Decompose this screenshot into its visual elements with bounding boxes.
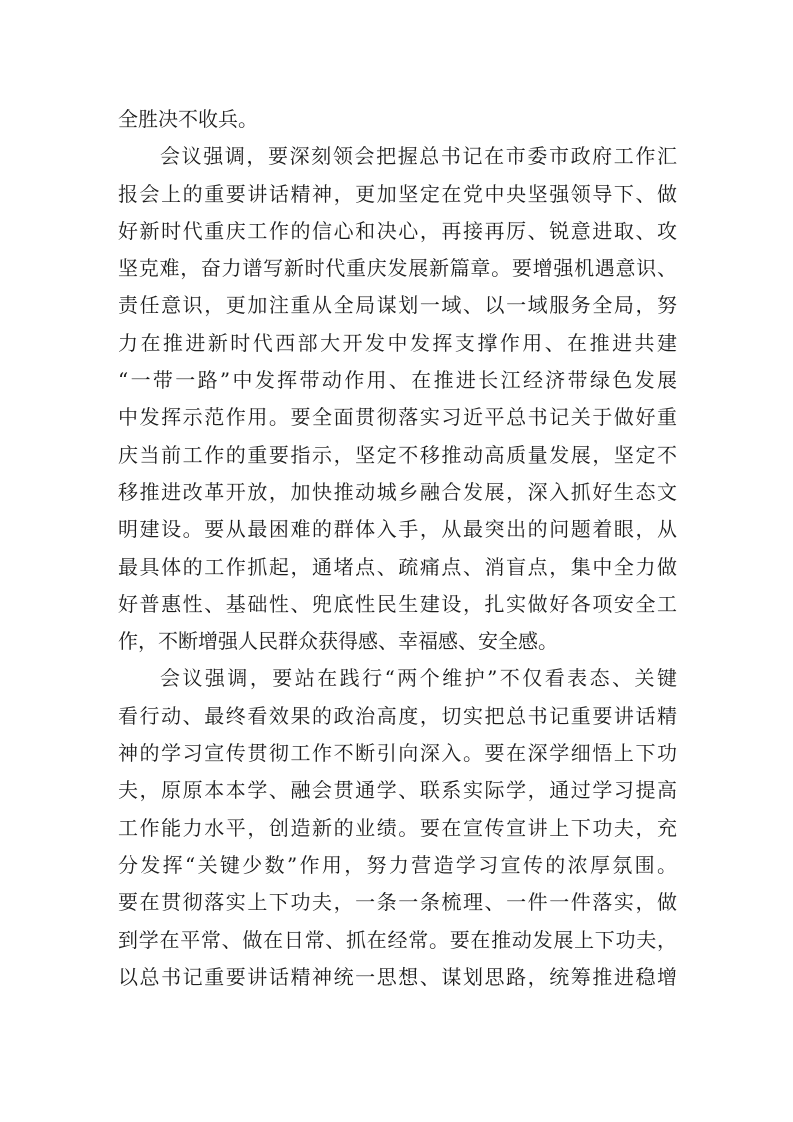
text-line: 报会上的重要讲话精神，更加坚定在党中央坚强领导下、做 — [118, 181, 677, 206]
text-line: 移推进改革开放，加快推动城乡融合发展，深入抓好生态文 — [118, 479, 677, 504]
text-line: 责任意识，更加注重从全局谋划一域、以一域服务全局，努 — [118, 293, 677, 318]
text-line: 全胜决不收兵。 — [118, 107, 258, 131]
text-line: 庆当前工作的重要指示，坚定不移推动高质量发展，坚定不 — [118, 442, 677, 467]
text-line: 力在推进新时代西部大开发中发挥支撑作用、在推进共建 — [118, 330, 677, 355]
text-line: 看行动、最终看效果的政治高度，切实把总书记重要讲话精 — [118, 703, 677, 728]
text-line: 工作能力水平，创造新的业绩。要在宣传宣讲上下功夫，充 — [118, 815, 677, 840]
text-line: 好新时代重庆工作的信心和决心，再接再厉、锐意进取、攻 — [118, 218, 677, 243]
text-line: 分发挥“关键少数”作用，努力营造学习宣传的浓厚氛围。 — [118, 852, 677, 877]
text-line: 好普惠性、基础性、兜底性民生建设，扎实做好各项安全工 — [118, 591, 677, 616]
text-line: 到学在平常、做在日常、抓在经常。要在推动发展上下功夫， — [118, 927, 677, 952]
text-line: 会议强调，要站在践行“两个维护”不仅看表态、关键 — [160, 666, 677, 691]
text-line: 作，不断增强人民群众获得感、幸福感、安全感。 — [118, 629, 558, 654]
text-line: 坚克难，奋力谱写新时代重庆发展新篇章。要增强机遇意识、 — [118, 256, 677, 281]
text-line: 夫，原原本本学、融会贯通学、联系实际学，通过学习提高 — [118, 778, 677, 803]
text-line: 以总书记重要讲话精神统一思想、谋划思路，统筹推进稳增 — [118, 964, 677, 989]
text-line: 神的学习宣传贯彻工作不断引向深入。要在深学细悟上下功 — [118, 741, 677, 766]
text-line: “一带一路”中发挥带动作用、在推进长江经济带绿色发展 — [118, 368, 677, 393]
text-line: 中发挥示范作用。要全面贯彻落实习近平总书记关于做好重 — [118, 405, 677, 430]
document-body — [118, 101, 677, 996]
text-line: 要在贯彻落实上下功夫，一条一条梳理、一件一件落实，做 — [118, 890, 677, 915]
text-line: 会议强调，要深刻领会把握总书记在市委市政府工作汇 — [160, 144, 677, 169]
text-line: 明建设。要从最困难的群体入手，从最突出的问题着眼，从 — [118, 517, 677, 542]
text-line: 最具体的工作抓起，通堵点、疏痛点、消盲点，集中全力做 — [118, 554, 677, 579]
